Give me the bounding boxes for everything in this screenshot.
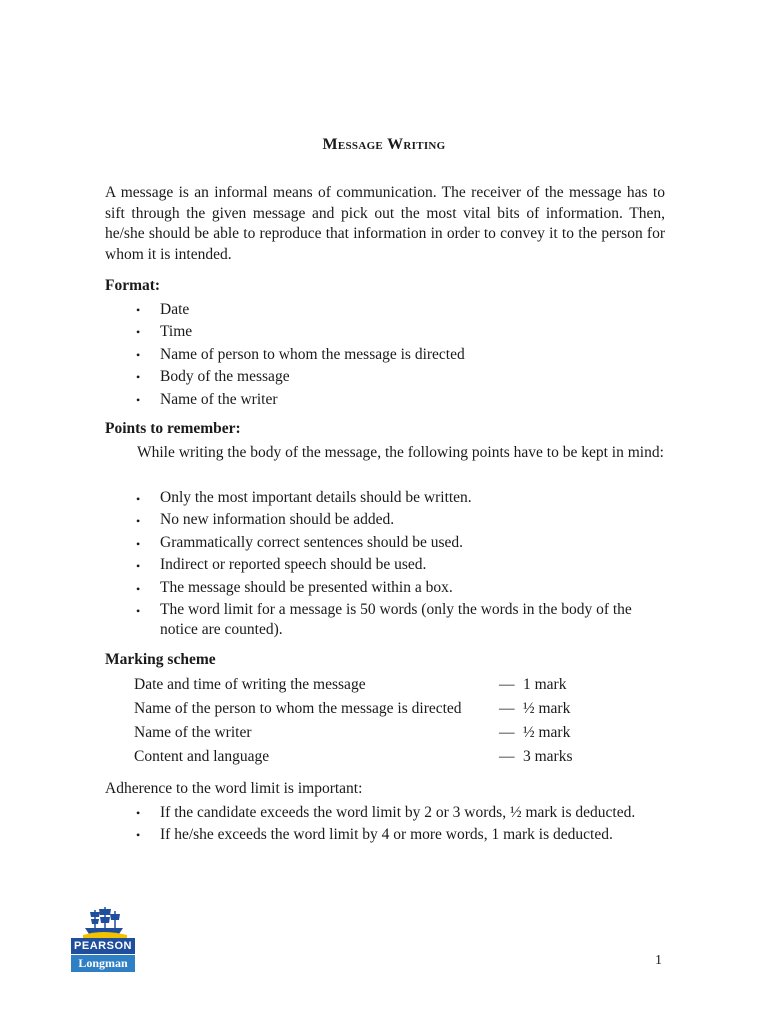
- ship-icon: [71, 904, 135, 938]
- list-item: • Date: [105, 299, 670, 321]
- logo-imprint: Longman: [71, 955, 135, 972]
- bullet-icon: •: [136, 347, 141, 362]
- list-item: • Name of person to whom the message is directed: [105, 344, 670, 366]
- bullet-icon: •: [136, 514, 141, 529]
- marking-row: Date and time of writing the message — 1 mark: [134, 676, 567, 693]
- marking-row: Name of the writer — ½ mark: [134, 724, 571, 741]
- pearson-longman-logo: [71, 904, 135, 972]
- bullet-icon: •: [136, 581, 141, 596]
- adherence-list: [105, 802, 685, 847]
- logo-publisher: PEARSON: [71, 938, 135, 954]
- points-lead: While writing the body of the message, the following points have to be kept in mind:: [137, 444, 664, 461]
- format-list: [105, 299, 670, 411]
- list-item: • Time: [105, 321, 670, 343]
- bullet-icon: •: [136, 370, 141, 385]
- list-item: • Only the most important details should be written.: [105, 488, 670, 508]
- page-title: Message Writing: [322, 136, 446, 153]
- bullet-icon: •: [136, 806, 141, 820]
- marking-row: Name of the person to whom the message is directed — ½ mark: [134, 700, 571, 717]
- bullet-icon: •: [136, 392, 141, 407]
- intro-paragraph: A message is an informal means of communication. The receiver of the message has to sift through the given message and pick out the most vital bits of information. Then, he/she should be able to reproduce that information in order to convey it to the person for whom it is intended.: [105, 184, 665, 263]
- bullet-icon: •: [136, 559, 141, 574]
- adherence-lead: Adherence to the word limit is important:: [105, 780, 363, 797]
- bullet-icon: •: [136, 603, 141, 618]
- format-heading: Format:: [105, 277, 161, 294]
- bullet-icon: •: [136, 492, 141, 506]
- list-item: • The message should be presented within a box.: [105, 578, 670, 598]
- bullet-icon: •: [136, 303, 141, 317]
- list-item: • The word limit for a message is 50 words (only the words in the body of the notice are counted).: [136, 600, 632, 638]
- list-item: • If he/she exceeds the word limit by 4 or more words, 1 mark is deducted.: [105, 824, 685, 846]
- list-item: • Name of the writer: [105, 389, 670, 411]
- list-item: • Indirect or reported speech should be used.: [105, 555, 670, 575]
- marking-row: Content and language — 3 marks: [134, 748, 573, 765]
- bullet-icon: •: [136, 828, 141, 843]
- points-heading: Points to remember:: [105, 420, 241, 437]
- page-number: 1: [655, 953, 662, 968]
- bullet-icon: •: [136, 325, 141, 340]
- list-item: • No new information should be added.: [105, 510, 670, 530]
- list-item: • Body of the message: [105, 366, 670, 388]
- points-list: [105, 488, 670, 640]
- list-item: • If the candidate exceeds the word limit by 2 or 3 words, ½ mark is deducted.: [105, 802, 685, 824]
- bullet-icon: •: [136, 536, 141, 551]
- list-item: • Grammatically correct sentences should be used.: [105, 533, 670, 553]
- marking-heading: Marking scheme: [105, 651, 216, 668]
